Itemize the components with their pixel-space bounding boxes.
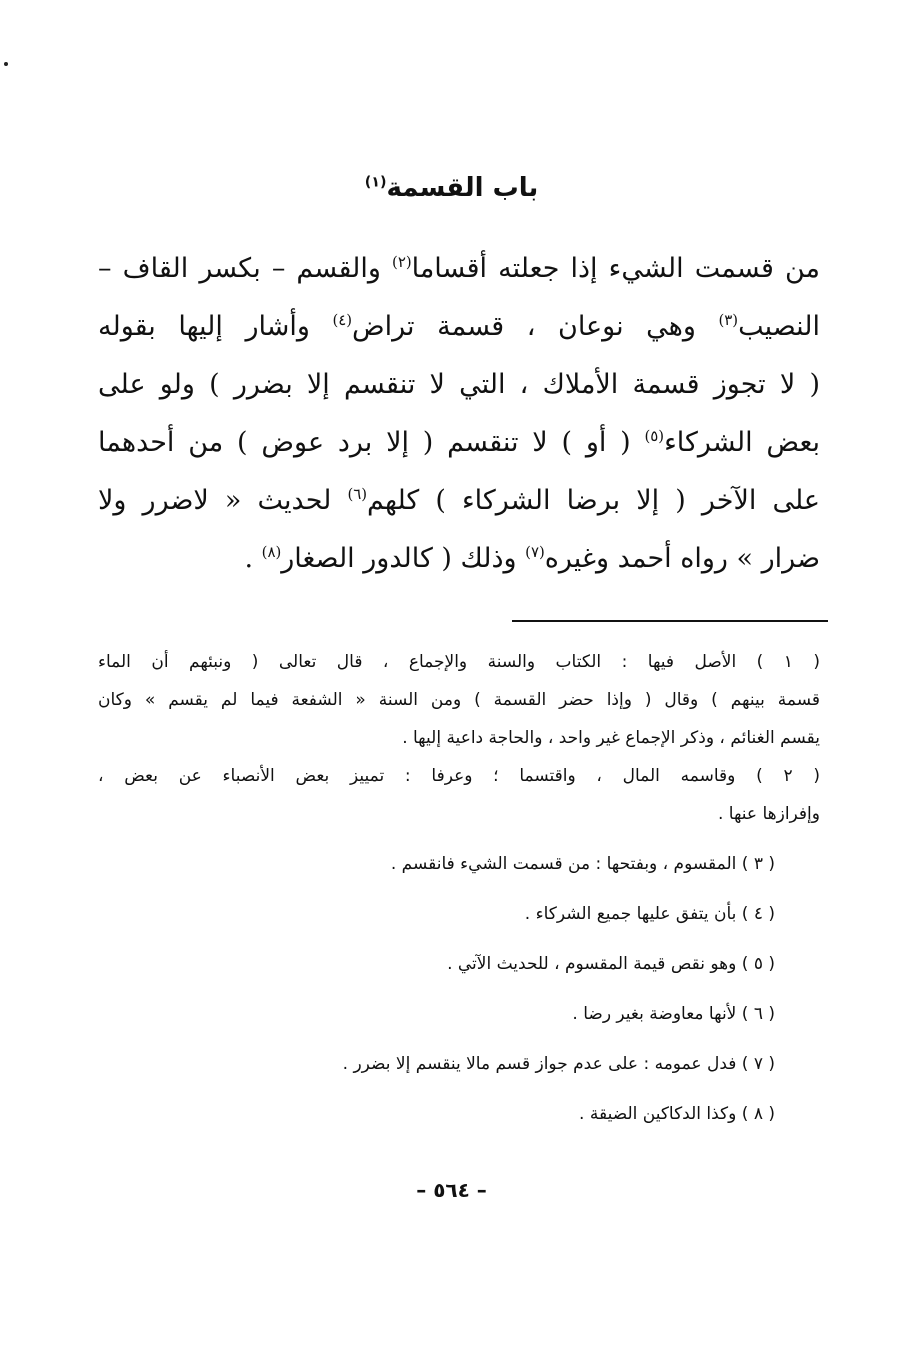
footnote-3: ( ٣ ) المقسوم ، وبفتحها : من قسمت الشيء فانقسم . [390, 854, 775, 874]
main-text [98, 240, 820, 588]
footnote-mark: (٦) [347, 485, 368, 503]
main-text-run: ( لا تجوز قسمة الأملاك ، التي لا تنقسم إلا بضرر ) ولو على [98, 369, 820, 400]
main-text-run: . [244, 543, 262, 574]
main-line-1 [98, 240, 820, 298]
footnote-4: ( ٤ ) بأن يتفق عليها جميع الشركاء . [524, 904, 775, 924]
footnote-mark: (٥) [644, 427, 665, 445]
footnote-mark: (٣) [718, 311, 739, 329]
main-text-run: والقسم – بكسر القاف – [98, 253, 393, 284]
footnote-line: وإفرازها عنها . [717, 804, 820, 824]
main-text-run: على الآخر ( إلا برضا الشركاء ) كلهم [367, 485, 820, 516]
page-number: – ٥٦٤ – [416, 1178, 487, 1202]
main-text-run: ضرار » رواه أحمد وغيره [544, 543, 820, 574]
scan-speck [4, 62, 8, 66]
footnote-1 [98, 643, 820, 757]
main-line-2 [98, 298, 820, 356]
main-text-run: من قسمت الشيء إذا جعلته أقساما [411, 253, 820, 284]
main-text-run: وهي نوعان ، قسمة تراض [352, 311, 719, 342]
main-line-4 [98, 414, 820, 472]
main-text-run: النصيب [738, 311, 820, 342]
footnote-mark: (٨) [261, 543, 282, 561]
footnote-line: قسمة بينهم ) وقال ( وإذا حضر القسمة ) ومن السنة « الشفعة فيما لم يقسم » وكان [98, 690, 820, 710]
footnote-line: يقسم الغنائم ، وذكر الإجماع غير واحد ، والحاجة داعية إليها . [402, 728, 820, 748]
chapter-title-text: باب القسمة [386, 173, 539, 203]
footnote-6: ( ٦ ) لأنها معاوضة بغير رضا . [572, 1004, 775, 1024]
footnote-line: ( ٢ ) وقاسمه المال ، واقتسما ؛ وعرفا : تمييز بعض الأنصباء عن بعض ، [98, 766, 820, 786]
main-text-run: وأشار إليها بقوله [98, 311, 333, 342]
title-footnote-mark: (١) [364, 174, 387, 191]
footnote-separator [512, 620, 828, 622]
footnote-line: ( ١ ) الأصل فيها : الكتاب والسنة والإجماع ، قال تعالى ( ونبئهم أن الماء [98, 652, 820, 672]
footnotes [98, 643, 820, 1133]
footnote-2 [98, 757, 820, 833]
main-line-6 [98, 530, 820, 588]
footnote-5: ( ٥ ) وهو نقص قيمة المقسوم ، للحديث الآتي . [447, 954, 775, 974]
main-line-5 [98, 472, 820, 530]
footnote-mark: (٢) [392, 253, 412, 271]
footnote-mark: (٧) [525, 543, 545, 561]
chapter-title [0, 168, 903, 208]
main-text-run: ( أو ) لا تنقسم ( إلا برد عوض ) من أحدهما [98, 427, 645, 458]
main-text-run: بعض الشركاء [664, 427, 820, 458]
footnote-8: ( ٨ ) وكذا الدكاكين الضيقة . [579, 1104, 775, 1124]
main-text-run: لحديث « لاضرر ولا [98, 485, 348, 516]
footnote-mark: (٤) [332, 311, 353, 329]
main-text-run: وذلك ( كالدور الصغار [281, 543, 526, 574]
main-line-3 [98, 356, 820, 414]
footnote-7: ( ٧ ) فدل عمومه : على عدم جواز قسم مالا ينقسم إلا بضرر . [342, 1054, 775, 1074]
